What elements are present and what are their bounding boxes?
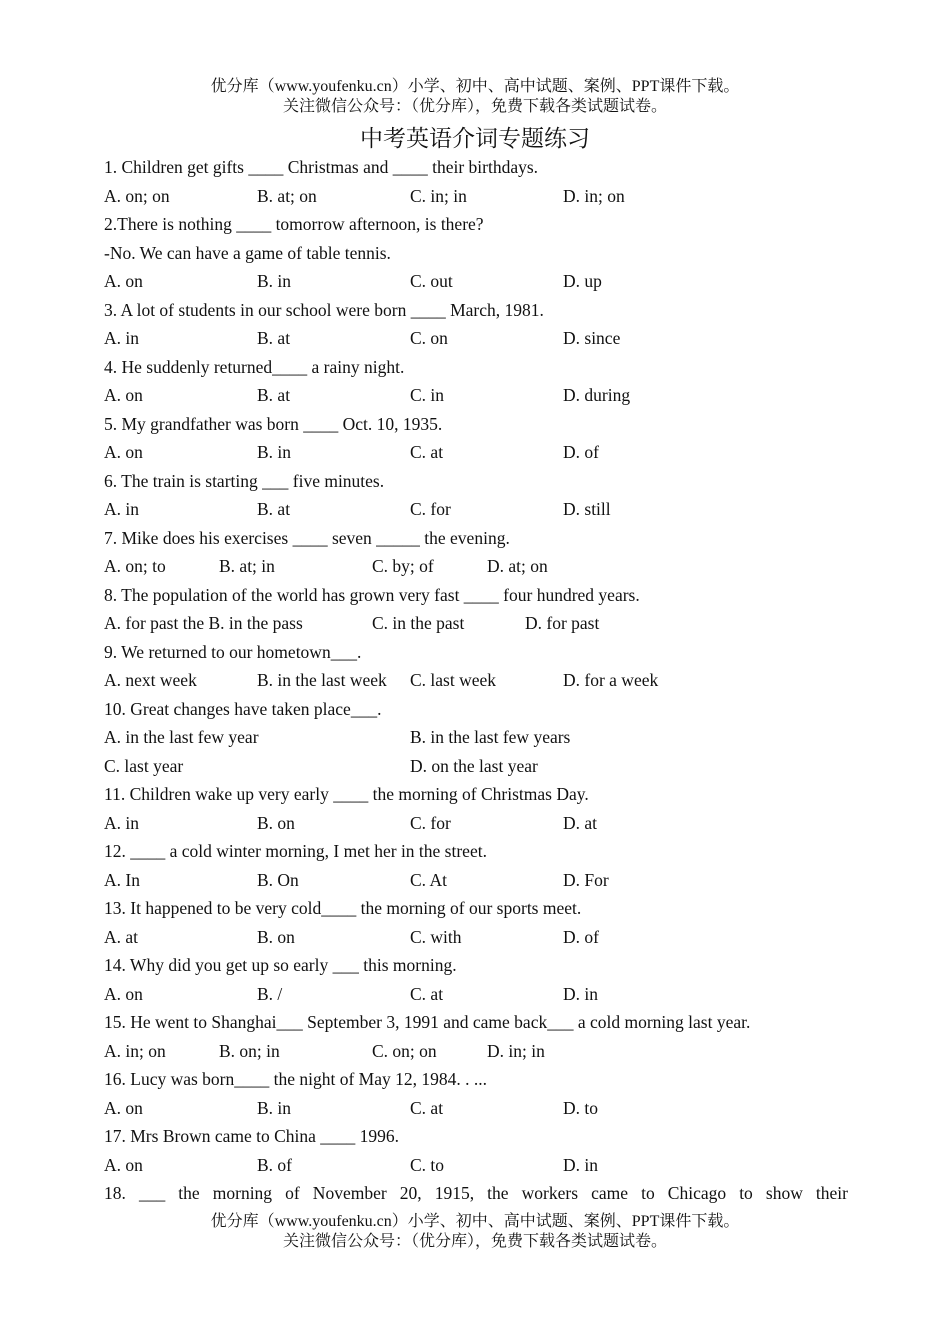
options-2 bbox=[104, 267, 848, 296]
footer-line-2: 关注微信公众号：（优分库），免费下载各类试题试卷。 bbox=[282, 1233, 667, 1250]
options-16 bbox=[104, 1094, 848, 1123]
option-b: B. On bbox=[257, 869, 299, 890]
option-d: D. in; on bbox=[563, 185, 625, 206]
option-a: A. In bbox=[104, 869, 140, 890]
page-footer bbox=[0, 1212, 950, 1252]
options-13 bbox=[104, 923, 848, 952]
page-title: 中考英语介词专题练习 bbox=[360, 126, 590, 152]
option-a: A. in bbox=[104, 812, 139, 833]
question-17: 17. Mrs Brown came to China ____ 1996. bbox=[104, 1126, 400, 1146]
options-10-row-1 bbox=[104, 723, 848, 752]
option-a: A. on bbox=[104, 1154, 143, 1175]
options-15 bbox=[104, 1037, 848, 1066]
question-18: 18. ___ the morning of November 20, 1915, the workers came to Chicago to show their bbox=[104, 1183, 848, 1203]
option-d: D. to bbox=[563, 1097, 598, 1118]
options-1 bbox=[104, 182, 848, 211]
option-c: C. to bbox=[410, 1154, 445, 1175]
options-17 bbox=[104, 1151, 848, 1180]
option-c: C. with bbox=[410, 926, 462, 947]
page-header bbox=[0, 77, 950, 117]
option-c: C. out bbox=[410, 271, 453, 291]
options-9 bbox=[104, 666, 848, 695]
option-c: C. last week bbox=[410, 670, 497, 690]
option-d: D. for past bbox=[525, 613, 600, 633]
option-b: B. at bbox=[257, 499, 291, 519]
option-a: A. on bbox=[104, 271, 143, 291]
option-d: D. in bbox=[563, 1154, 598, 1175]
option-a: A. in bbox=[104, 499, 139, 519]
option-b: B. / bbox=[257, 983, 283, 1004]
options-8 bbox=[104, 609, 848, 638]
option-c: C. in the past bbox=[372, 613, 465, 633]
header-line-1: 优分库（www.youfenku.cn）小学、初中、高中试题、案例、PPT课件下载。 bbox=[210, 78, 740, 95]
option-a: A. on bbox=[104, 983, 143, 1004]
question-10: 10. Great changes have taken place___. bbox=[104, 698, 382, 719]
option-c: C. in bbox=[410, 385, 445, 405]
option-b: B. of bbox=[257, 1154, 292, 1175]
options-12 bbox=[104, 866, 848, 895]
question-16: 16. Lucy was born____ the night of May 12, 1984. . ... bbox=[104, 1069, 488, 1089]
question-3: 3. A lot of students in our school were born ____ March, 1981. bbox=[104, 299, 544, 320]
option-b: B. at bbox=[257, 328, 291, 348]
options-7 bbox=[104, 552, 848, 581]
option-b: B. on bbox=[257, 812, 295, 833]
option-d: D. of bbox=[563, 442, 599, 462]
option-d: D. at; on bbox=[487, 556, 548, 576]
question-15: 15. He went to Shanghai___ September 3, 1991 and came back___ a cold morning last year. bbox=[104, 1012, 751, 1032]
option-b: B. in bbox=[257, 271, 292, 291]
footer-line-1: 优分库（www.youfenku.cn）小学、初中、高中试题、案例、PPT课件下载。 bbox=[210, 1213, 740, 1230]
option-c: C. at bbox=[410, 442, 444, 462]
option-d: D. since bbox=[563, 328, 621, 348]
option-c: C. for bbox=[410, 499, 451, 519]
option-c: C. for bbox=[410, 812, 451, 833]
option-ab: A. for past the B. in the pass bbox=[104, 613, 303, 633]
option-d: D. for a week bbox=[563, 670, 659, 690]
question-4: 4. He suddenly returned____ a rainy night. bbox=[104, 356, 405, 377]
option-d: D. during bbox=[563, 385, 631, 405]
question-2-reply: -No. We can have a game of table tennis. bbox=[104, 242, 391, 263]
option-d: D. For bbox=[563, 869, 609, 890]
options-14 bbox=[104, 980, 848, 1009]
question-5: 5. My grandfather was born ____ Oct. 10, 1935. bbox=[104, 413, 443, 434]
question-14: 14. Why did you get up so early ___ this morning. bbox=[104, 955, 457, 975]
options-4 bbox=[104, 381, 848, 410]
option-b: B. at bbox=[257, 385, 291, 405]
option-a: A. in the last few year bbox=[104, 727, 259, 747]
question-12: 12. ____ a cold winter morning, I met her in the street. bbox=[104, 841, 487, 861]
question-7: 7. Mike does his exercises ____ seven _____ the evening. bbox=[104, 527, 510, 548]
options-5 bbox=[104, 438, 848, 467]
option-c: C. at bbox=[410, 1097, 444, 1118]
question-6: 6. The train is starting ___ five minutes. bbox=[104, 470, 385, 491]
options-6 bbox=[104, 495, 848, 524]
option-c: C. by; of bbox=[372, 556, 434, 576]
option-c: C. at bbox=[410, 983, 444, 1004]
option-b: B. at; in bbox=[219, 556, 275, 576]
question-1: 1. Children get gifts ____ Christmas and ____ their birthdays. bbox=[104, 157, 539, 177]
option-c: C. in; in bbox=[410, 185, 467, 206]
question-2: 2.There is nothing ____ tomorrow afternoon, is there? bbox=[104, 214, 484, 234]
options-10-row-2 bbox=[104, 752, 848, 781]
option-b: B. in the last week bbox=[257, 670, 387, 690]
options-3 bbox=[104, 324, 848, 353]
option-a: A. on; to bbox=[104, 556, 166, 576]
header-line-2: 关注微信公众号：（优分库），免费下载各类试题试卷。 bbox=[282, 98, 667, 115]
option-a: A. on; on bbox=[104, 185, 170, 206]
option-b: B. on bbox=[257, 926, 295, 947]
question-13: 13. It happened to be very cold____ the morning of our sports meet. bbox=[104, 898, 582, 918]
option-d: D. at bbox=[563, 812, 598, 833]
question-11: 11. Children wake up very early ____ the morning of Christmas Day. bbox=[104, 784, 589, 804]
option-d: D. in bbox=[563, 983, 598, 1004]
question-list bbox=[104, 153, 848, 1208]
option-c: C. last year bbox=[104, 755, 184, 776]
option-d: D. in; in bbox=[487, 1040, 545, 1061]
option-d: D. still bbox=[563, 499, 611, 519]
option-a: A. next week bbox=[104, 670, 197, 690]
option-a: A. on bbox=[104, 1097, 143, 1118]
option-d: D. up bbox=[563, 271, 602, 291]
option-b: B. in the last few years bbox=[410, 727, 571, 747]
option-b: B. in bbox=[257, 1097, 292, 1118]
option-c: C. on bbox=[410, 328, 448, 348]
question-9: 9. We returned to our hometown___. bbox=[104, 641, 362, 662]
option-a: A. on bbox=[104, 385, 143, 405]
option-a: A. in; on bbox=[104, 1040, 166, 1061]
options-11 bbox=[104, 809, 848, 838]
option-b: B. at; on bbox=[257, 185, 317, 206]
option-b: B. in bbox=[257, 442, 292, 462]
option-b: B. on; in bbox=[219, 1040, 280, 1061]
option-a: A. on bbox=[104, 442, 143, 462]
option-a: A. at bbox=[104, 926, 139, 947]
option-a: A. in bbox=[104, 328, 139, 348]
option-c: C. At bbox=[410, 869, 447, 890]
question-8: 8. The population of the world has grown very fast ____ four hundred years. bbox=[104, 584, 640, 605]
option-c: C. on; on bbox=[372, 1040, 437, 1061]
option-d: D. on the last year bbox=[410, 755, 538, 776]
option-d: D. of bbox=[563, 926, 599, 947]
